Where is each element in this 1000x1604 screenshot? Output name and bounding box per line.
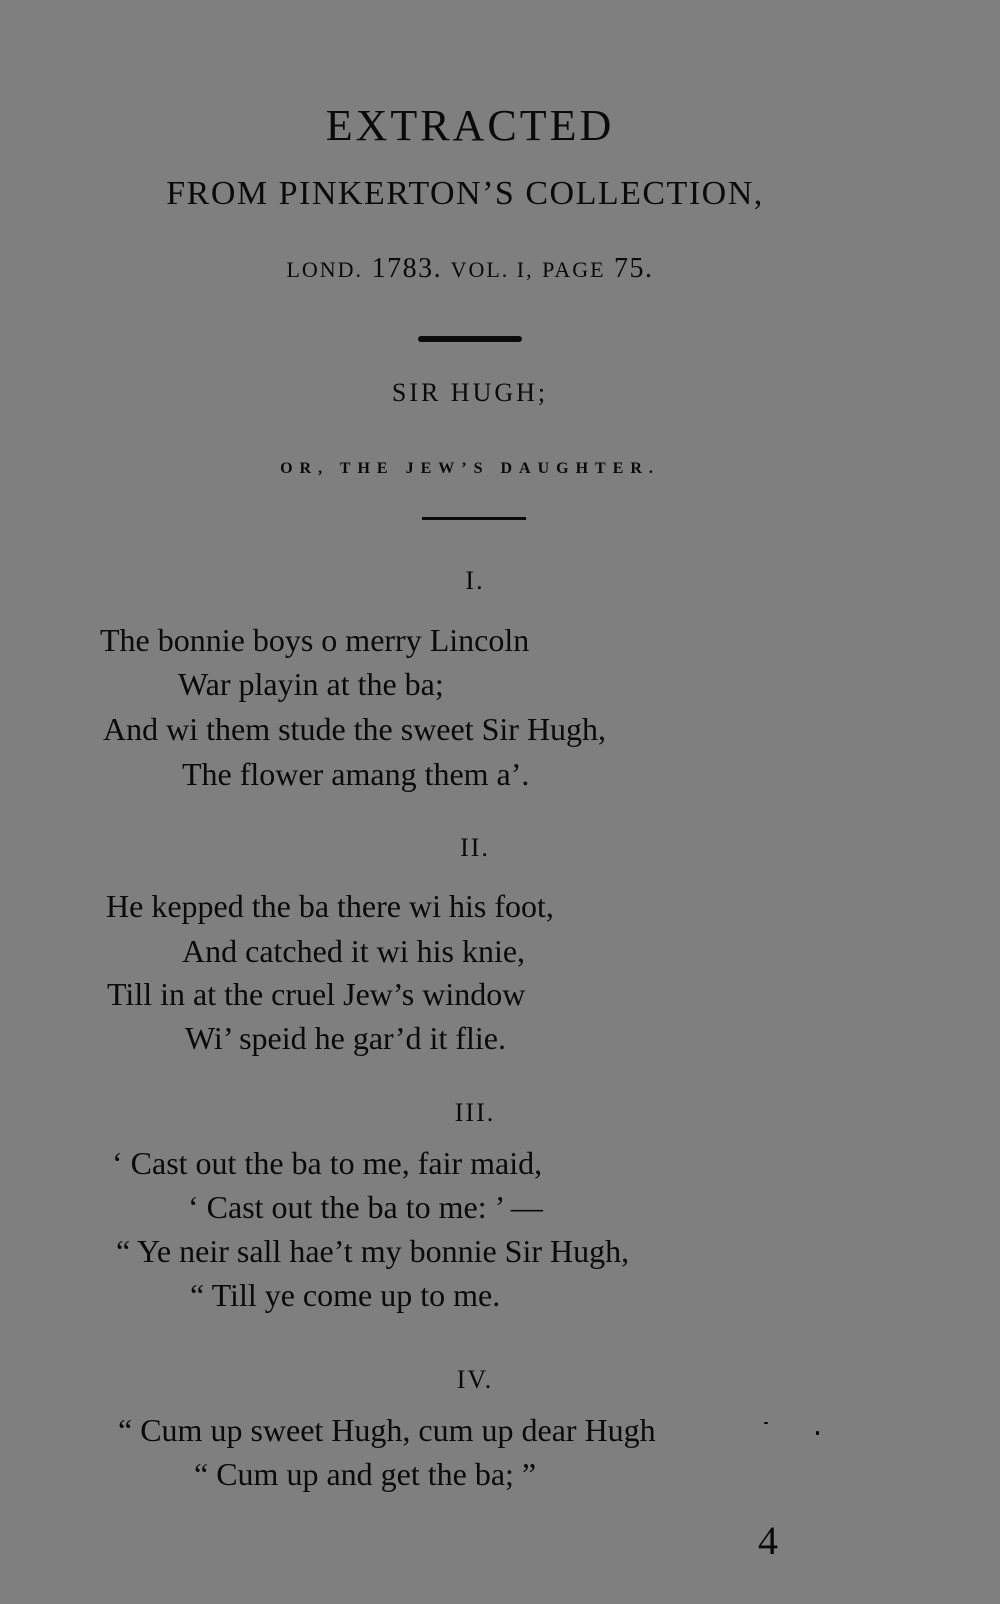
verse-line: ‘ Cast out the ba to me, fair maid,	[112, 1145, 543, 1181]
stanza-number: II.	[460, 833, 490, 862]
verse-line: The bonnie boys o merry Lincoln	[100, 622, 530, 658]
verse-line: “ Till ye come up to me.	[190, 1277, 501, 1313]
reference-volume: VOL. I,	[450, 257, 534, 282]
verse-line: The flower amang them a’.	[182, 756, 530, 792]
verse-line: Wi’ speid he gar’d it flie.	[185, 1020, 506, 1056]
reference-page-number: 75.	[614, 253, 654, 284]
page-title: EXTRACTED	[325, 101, 615, 150]
ornamental-rule	[418, 336, 522, 342]
verse-line: ‘ Cast out the ba to me: ’ —	[188, 1189, 543, 1225]
ballad-subtitle: OR, THE JEW’S DAUGHTER.	[280, 460, 660, 477]
stanza-number: IV.	[456, 1365, 494, 1394]
reference-city: LOND.	[286, 257, 364, 282]
verse-line: Till in at the cruel Jew’s window	[107, 976, 526, 1012]
verse-line: “ Cum up sweet Hugh, cum up dear Hugh	[118, 1412, 656, 1448]
reference-year: 1783.	[371, 253, 443, 284]
verse-line: “ Cum up and get the ba; ”	[194, 1456, 537, 1492]
verse-line: War playin at the ba;	[178, 666, 444, 702]
stanza-number: III.	[454, 1098, 496, 1127]
page-number: 4	[758, 1518, 778, 1563]
collection-subtitle: FROM PINKERTON’S COLLECTION,	[166, 175, 764, 212]
reference-page-label: PAGE	[542, 257, 606, 282]
divider-rule	[422, 517, 526, 520]
print-speck	[816, 1431, 819, 1435]
ballad-title: SIR HUGH;	[391, 378, 549, 407]
source-reference	[0, 253, 940, 285]
stanza-number: I.	[465, 566, 485, 595]
verse-line: “ Ye neir sall hae’t my bonnie Sir Hugh,	[116, 1233, 630, 1269]
verse-line: And wi them stude the sweet Sir Hugh,	[103, 711, 607, 747]
verse-line: He kepped the ba there wi his foot,	[106, 888, 554, 924]
print-speck	[764, 1422, 768, 1424]
verse-line: And catched it wi his knie,	[182, 933, 526, 969]
